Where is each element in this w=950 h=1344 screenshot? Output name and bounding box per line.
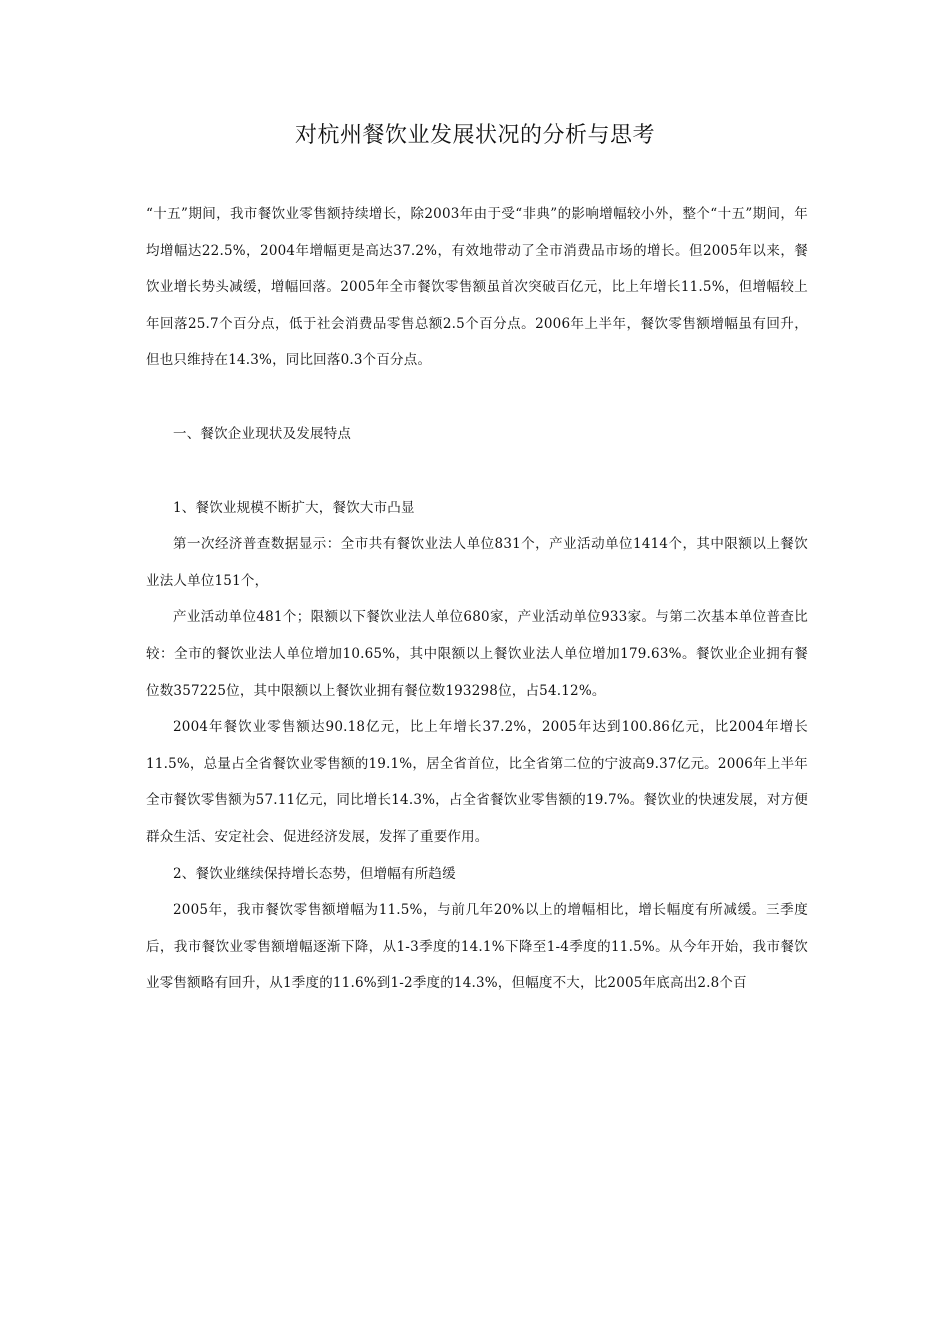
section-heading-1: 一、餐饮企业现状及发展特点 <box>173 425 352 442</box>
paragraph-activity-units: 产业活动单位481个；限额以下餐饮业法人单位680家，产业活动单位933家。与第二次基本单位普查比较：全市的餐饮业法人单位增加10.65%，其中限额以上餐饮业法人单位增加179.63%。餐饮业企业拥有餐位数357225位，其中限额以上餐饮业拥有餐位数193298位，占54.12%。 <box>146 609 808 699</box>
paragraph-census: 第一次经济普查数据显示：全市共有餐饮业法人单位831个，产业活动单位1414个，其中限额以上餐饮业法人单位151个， <box>146 536 808 589</box>
paragraph-growth-trend: 2005年，我市餐饮零售额增幅为11.5%，与前几年20%以上的增幅相比，增长幅度有所减缓。三季度后，我市餐饮业零售额增幅逐渐下降，从1-3季度的14.1%下降至1-4季度的11.5%。从今年开始，我市餐饮业零售额略有回升，从1季度的11.6%到1-2季度的14.3%，但幅度不大，比2005年底高出2.8个百 <box>146 902 808 992</box>
subsection-heading-2: 2、餐饮业继续保持增长态势，但增幅有所趋缓 <box>173 865 456 882</box>
subsection-heading-1: 1、餐饮业规模不断扩大，餐饮大市凸显 <box>173 499 415 516</box>
document-body <box>146 196 808 1002</box>
document-title: 对杭州餐饮业发展状况的分析与思考 <box>294 123 655 148</box>
paragraph-retail-sales: 2004年餐饮业零售额达90.18亿元，比上年增长37.2%，2005年达到100.86亿元，比2004年增长11.5%，总量占全省餐饮业零售额的19.1%，居全省首位，比全省第二位的宁波高9.37亿元。2006年上半年全市餐饮零售额为57.11亿元，同比增长14.3%，占全省餐饮业零售额的19.7%。餐饮业的快速发展，对方便群众生活、安定社会、促进经济发展，发挥了重要作用。 <box>146 719 808 845</box>
paragraph-intro: “十五”期间，我市餐饮业零售额持续增长，除2003年由于受“非典”的影响增幅较小外，整个“十五”期间，年均增幅达22.5%，2004年增幅更是高达37.2%，有效地带动了全市消费品市场的增长。但2005年以来，餐饮业增长势头减缓，增幅回落。2005年全市餐饮零售额虽首次突破百亿元，比上年增长11.5%，但增幅较上年回落25.7个百分点，低于社会消费品零售总额2.5个百分点。2006年上半年，餐饮零售额增幅虽有回升，但也只维持在14.3%，同比回落0.3个百分点。 <box>146 206 808 369</box>
